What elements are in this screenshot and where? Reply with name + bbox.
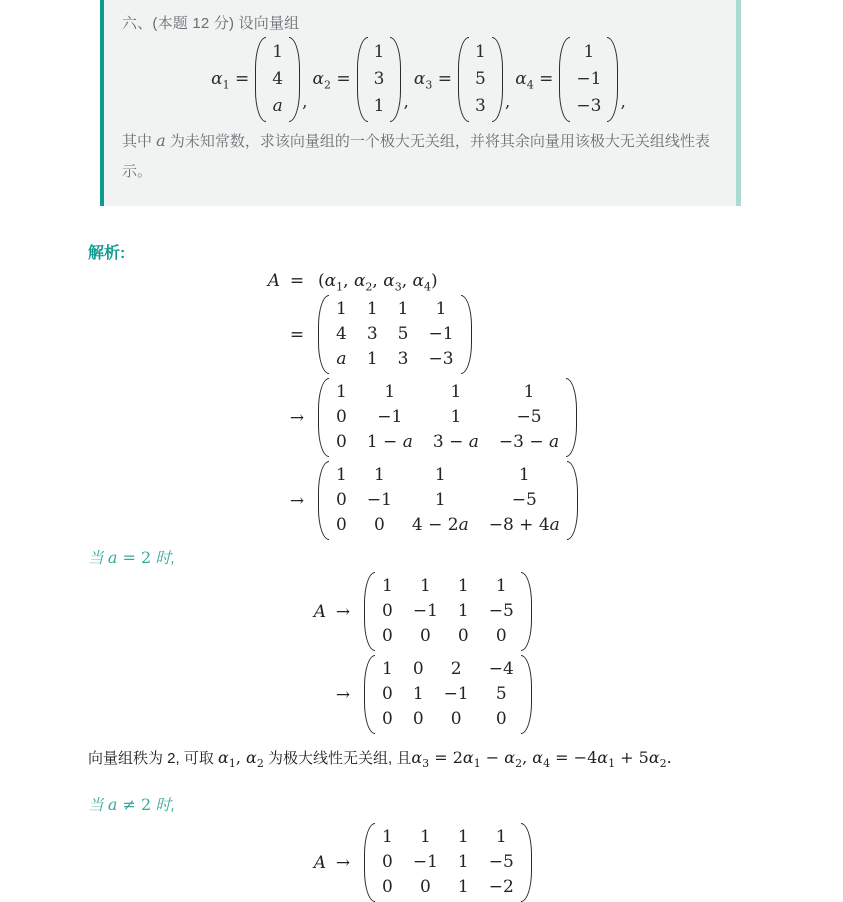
matrix-cell: 2 [450,659,462,679]
right-paren [390,37,401,122]
matrix-cell: 1 [419,576,431,596]
matrix-cell: a [272,95,283,116]
problem-body-text [122,126,720,187]
equation-operator: = [289,324,305,345]
matrix-cell: 1 [495,576,507,596]
matrix-cell: −5 [488,601,514,621]
vector-group [313,37,414,122]
matrix-cell: 0 [495,709,507,729]
text-segment: 当 [88,797,108,814]
condition-a-not-equals-2 [88,793,843,815]
matrix-cell: 1 [373,41,385,62]
math-row [306,572,843,651]
text-segment: 为未知常数，求该向量组的一个极大无关组，并将其余向量用该极大无关组线性表示。 [122,133,710,180]
matrix-cell: 1 [435,299,447,319]
matrix-cell: 5 [397,324,409,344]
matrix-cell: 0 [457,626,469,646]
vector-separator: , [302,92,308,112]
alpha-tuple: ($\alpha_1$, $\alpha_2$, $\alpha_3$, $\alpha_4$) [318,271,438,294]
matrix-cell: 0 [419,626,431,646]
equation-lhs: A [313,601,326,622]
problem-statement-box [100,0,741,206]
matrix-cell: 0 [373,515,385,535]
matrix-cell: −3 [576,95,602,116]
column-vector [357,37,402,122]
left-paren [357,37,368,122]
matrix-cell: 1 [373,465,385,485]
math-row [260,295,843,374]
equation-operator: → [289,490,305,511]
right-paren [566,378,577,457]
column-vector [458,37,503,122]
matrix-cell: 0 [382,852,393,872]
matrix-cell: 1 [457,852,469,872]
vector-group [515,37,631,122]
matrix-cell: 1 [419,827,431,847]
matrix-cell: −2 [488,877,514,897]
matrix-cell: 3 [397,349,409,369]
matrix-cell: 1 [412,684,424,704]
left-paren [318,461,329,540]
matrix-cell: 1 [382,576,393,596]
matrix-cell: 4 − 2a [411,515,469,535]
matrix-cell: −1 [428,324,454,344]
matrix-cell: −5 [488,852,514,872]
matrix-cell: 1 [450,407,462,427]
matrix-cell: −1 [377,407,403,427]
column-vector [255,37,300,122]
right-paren [521,655,532,734]
vector-label: $\alpha_4$ = [515,69,554,92]
matrix-cell: 0 [382,601,393,621]
math-segment: $\alpha_1$, $\alpha_2$ [218,748,264,771]
matrix-cell: 1 [373,95,385,116]
left-paren [318,295,329,374]
matrix-cell: 1 [397,299,409,319]
left-paren [364,823,375,902]
matrix-cell: 0 [336,515,347,535]
left-paren [318,378,329,457]
matrix-cell: 1 [523,382,535,402]
left-paren [458,37,469,122]
matrix-cell: −1 [412,601,438,621]
text-segment: 时, [151,797,176,814]
matrix-cell: a [336,349,347,369]
vector-separator: , [403,92,409,112]
matrix-derivation-block-3 [306,823,843,902]
left-paren [255,37,266,122]
vector-label: $\alpha_1$ = [211,69,250,92]
left-paren [559,37,570,122]
matrix-cell: 1 [366,349,378,369]
matrix-cell: −3 [428,349,454,369]
text-segment: 向量组秩为 2, 可取 [88,750,219,767]
vector-label: $\alpha_2$ = [312,69,351,92]
matrix-cell: 1 [457,576,469,596]
right-paren [461,295,472,374]
right-paren [607,37,618,122]
left-paren [364,655,375,734]
equation-operator: → [335,601,351,622]
equation-operator: → [335,684,351,705]
matrix-cell: 1 [272,41,284,62]
problem-title: 六、(本题 12 分) 设向量组 [122,15,300,32]
text-segment: 为极大线性无关组, 且 [263,750,412,767]
matrix-cell: 1 [336,465,347,485]
matrix [364,823,532,902]
matrix-cell: −8 + 4a [488,515,560,535]
math-segment: a ≠ 2 [107,795,152,814]
equation-operator: → [289,407,305,428]
right-paren [567,461,578,540]
matrix-cell: 1 [384,382,396,402]
matrix-cell: 1 [434,465,446,485]
conclusion-text [88,746,843,771]
matrix [364,572,532,651]
matrix-cell: 1 [336,382,347,402]
matrix-cell: 0 [382,684,393,704]
math-segment: a [156,131,166,150]
matrix-cell: 1 − a [366,432,413,452]
vector-group [211,37,312,122]
matrix-cell: 1 [457,827,469,847]
matrix-cell: 0 [336,407,347,427]
matrix-cell: 3 [366,324,378,344]
matrix-cell: 1 [434,490,446,510]
column-vector [559,37,618,122]
math-segment: $\alpha_3 = 2\alpha_1 - \alpha_2$, $\alpha_4 = -4\alpha_1 + 5\alpha_2$. [411,748,672,771]
condition-a-equals-2 [88,546,843,568]
matrix-cell: 1 [457,877,469,897]
matrix-cell: 0 [382,877,393,897]
math-row [306,655,843,734]
vector-separator: , [620,92,626,112]
vector-separator: , [504,92,511,112]
right-paren [521,572,532,651]
matrix-cell: 1 [336,299,347,319]
matrix-cell: 4 [272,68,284,89]
matrix-cell: 0 [382,626,393,646]
matrix-cell: 0 [336,432,347,452]
text-segment: 时, [151,550,176,567]
matrix-cell: 0 [419,877,431,897]
matrix-cell: 1 [450,382,462,402]
matrix [318,295,472,374]
math-segment: a = 2 [107,548,152,567]
math-row [260,271,843,294]
matrix-cell: −1 [366,490,392,510]
matrix-cell: 0 [382,709,393,729]
equation-operator: → [335,852,351,873]
matrix-cell: 0 [450,709,462,729]
matrix-cell: 0 [495,626,507,646]
math-row [260,378,843,457]
solution-heading: 解析: [88,245,126,262]
matrix-derivation-block-2 [306,572,843,734]
matrix-cell: 0 [336,490,347,510]
matrix-cell: 5 [495,684,507,704]
matrix-cell: 0 [412,659,424,679]
matrix-cell: 0 [412,709,424,729]
left-paren [364,572,375,651]
vector-group [414,37,515,122]
matrix-cell: 1 [583,41,595,62]
right-paren [521,823,532,902]
matrix-cell: 1 [366,299,378,319]
right-paren [492,37,503,122]
matrix-cell: −1 [443,684,469,704]
equation-lhs: A [313,852,326,873]
matrix-cell: 1 [518,465,530,485]
matrix-cell: 1 [457,601,469,621]
matrix [318,461,578,540]
matrix-cell: 3 − a [432,432,479,452]
matrix-cell: 3 [475,95,486,116]
matrix [318,378,577,457]
vector-label: $\alpha_3$ = [413,69,453,92]
matrix-cell: 1 [475,41,486,62]
matrix-cell: −4 [488,659,514,679]
matrix-cell: −1 [576,68,602,89]
equation-operator: = [289,271,305,291]
text-segment: 当 [88,550,108,567]
equation-lhs: A [267,271,280,291]
matrix-cell: −5 [511,490,537,510]
matrix-cell: 1 [382,659,393,679]
matrix-cell: 5 [475,68,486,89]
text-segment: 其中 [122,133,157,150]
matrix-cell: −1 [412,852,438,872]
math-row [260,461,843,540]
right-paren [289,37,300,122]
matrix-cell: 4 [336,324,347,344]
matrix-cell: −5 [516,407,542,427]
matrix-cell: 1 [382,827,393,847]
matrix-derivation-block-1 [260,271,843,540]
matrix-cell: 1 [495,827,507,847]
matrix-cell: −3 − a [498,432,560,452]
matrix [364,655,532,734]
math-row [306,823,843,902]
matrix-cell: 3 [373,68,385,89]
vector-definition-row [122,33,720,125]
